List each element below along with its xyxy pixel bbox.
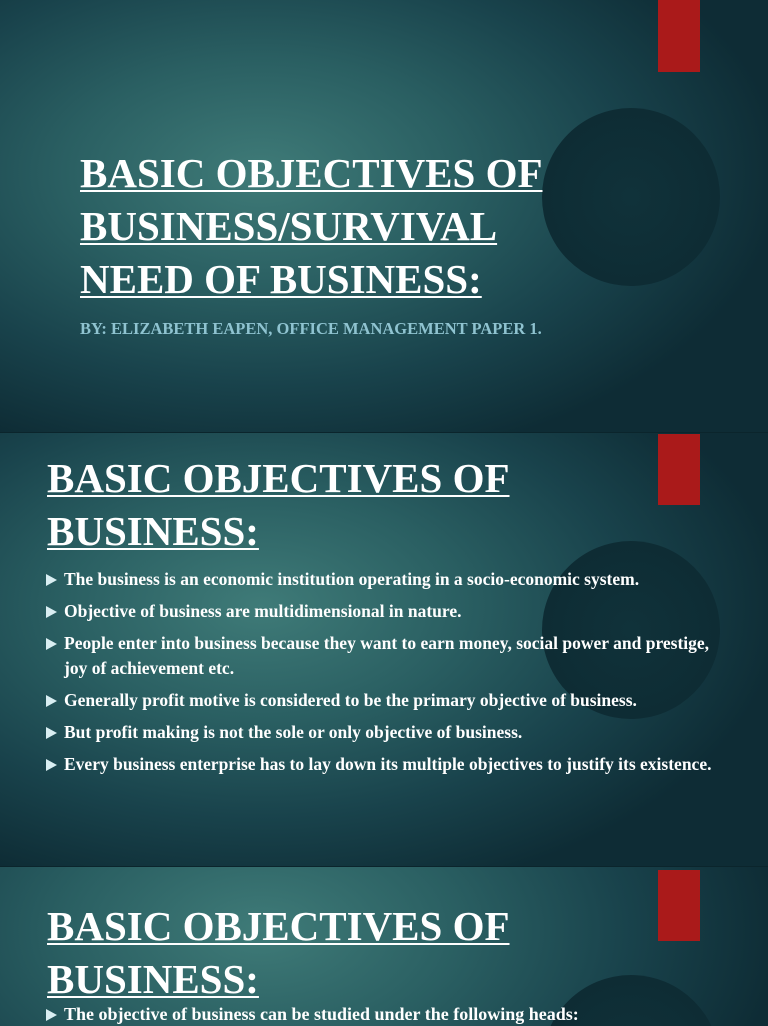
slide-3 <box>0 866 768 1026</box>
bullet-text: Objective of business are multidimensional in nature. <box>64 601 462 621</box>
bullet-arrow-icon <box>46 695 57 707</box>
slide-title <box>47 452 510 558</box>
bullet-item <box>46 599 726 624</box>
title-line: BASIC OBJECTIVES OF <box>80 150 543 196</box>
bullet-list <box>46 567 726 784</box>
title-line: BUSINESS: <box>47 956 259 1002</box>
bullet-item <box>46 567 726 592</box>
bullet-arrow-icon <box>46 727 57 739</box>
bullet-text: The objective of business can be studied under the following heads: <box>64 1004 579 1024</box>
bullet-text: But profit making is not the sole or only objective of business. <box>64 722 523 742</box>
title-line: BASIC OBJECTIVES OF <box>47 903 510 949</box>
slide-title <box>80 147 543 306</box>
bullet-item <box>46 631 726 681</box>
bullet-list <box>46 1002 726 1026</box>
red-accent-bar <box>658 0 700 72</box>
bullet-arrow-icon <box>46 574 57 586</box>
slide-subtitle: BY: ELIZABETH EAPEN, OFFICE MANAGEMENT PAPER 1. <box>80 319 542 338</box>
title-line: BUSINESS/SURVIVAL <box>80 203 498 249</box>
title-line: BASIC OBJECTIVES OF <box>47 455 510 501</box>
red-accent-bar <box>658 434 700 505</box>
bullet-item <box>46 752 726 777</box>
bullet-arrow-icon <box>46 1009 57 1021</box>
slide-2 <box>0 432 768 866</box>
slide-title <box>47 900 510 1006</box>
bullet-text: Generally profit motive is considered to be the primary objective of business. <box>64 690 637 710</box>
dark-circle-decoration <box>542 108 720 286</box>
bullet-arrow-icon <box>46 606 57 618</box>
bullet-text: The business is an economic institution operating in a socio-economic system. <box>64 569 640 589</box>
bullet-item <box>46 1002 726 1026</box>
bullet-arrow-icon <box>46 759 57 771</box>
title-line: NEED OF BUSINESS: <box>80 256 482 302</box>
bullet-text: Every business enterprise has to lay down its multiple objectives to justify its existence. <box>64 754 712 774</box>
bullet-arrow-icon <box>46 638 57 650</box>
red-accent-bar <box>658 870 700 941</box>
bullet-text: People enter into business because they want to earn money, social power and prestige, joy of achievement etc. <box>64 633 710 678</box>
bullet-item <box>46 720 726 745</box>
slide-1 <box>0 0 768 432</box>
title-line: BUSINESS: <box>47 508 259 554</box>
bullet-item <box>46 688 726 713</box>
